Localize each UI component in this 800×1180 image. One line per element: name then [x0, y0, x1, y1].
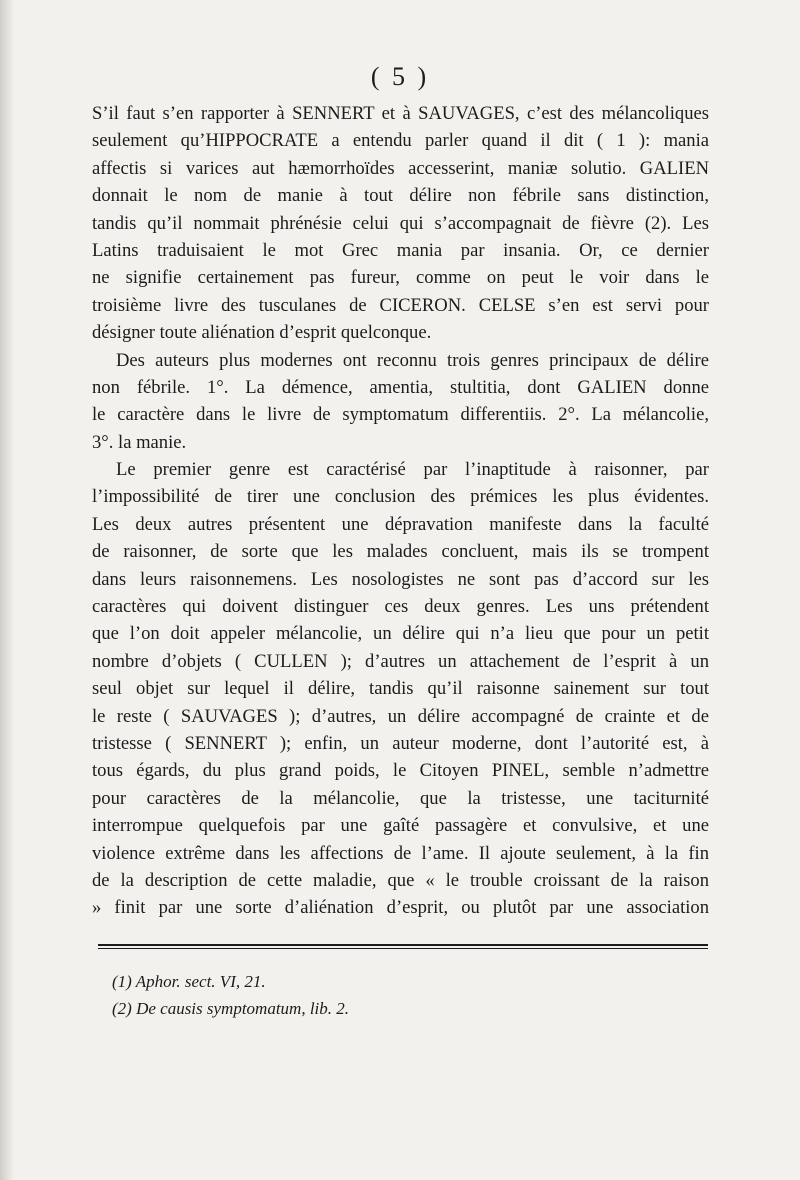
text-line: tandis qu’il nommait phrénésie celui qui s’accompagnait de fièvre (2). Les: [92, 212, 709, 234]
text-line: nombre d’objets ( CULLEN ); d’autres un attachement de l’esprit à un: [92, 650, 709, 672]
text-line: le reste ( SAUVAGES ); d’autres, un délire accompagné de crainte et de: [92, 705, 709, 727]
footnote: (1) Aphor. sect. VI, 21.: [112, 972, 266, 991]
text-line: interrompue quelquefois par une gaîté passagère et convulsive, et une: [92, 815, 709, 837]
page-edge-shadow: [0, 0, 14, 1180]
text-line: dans leurs raisonnemens. Les nosologistes ne sont pas d’accord sur les: [92, 568, 709, 590]
text-line: pour caractères de la mélancolie, que la tristesse, une taciturnité: [92, 787, 709, 809]
text-line: de la description de cette maladie, que « le trouble croissant de la raison: [92, 869, 709, 891]
footnotes: [112, 968, 672, 1022]
text-line: Latins traduisaient le mot Grec mania par insania. Or, ce dernier: [92, 239, 709, 261]
page-number: ( 5 ): [370, 62, 430, 91]
text-line: Des auteurs plus modernes ont reconnu trois genres principaux de délire: [116, 349, 709, 371]
text-line: ne signifie certainement pas fureur, comme on peut le voir dans le: [92, 267, 709, 289]
text-line: l’impossibilité de tirer une conclusion des prémices les plus évidentes.: [92, 486, 709, 508]
text-line: Le premier genre est caractérisé par l’inaptitude à raisonner, par: [116, 459, 709, 481]
text-line: seul objet sur lequel il délire, tandis qu’il raisonne sainement sur tout: [92, 678, 709, 700]
footnote-separator-rule: [98, 944, 708, 946]
body-text: [92, 100, 709, 922]
text-line: le caractère dans le livre de symptomatum differentiis. 2°. La mélancolie,: [92, 404, 709, 426]
text-line: S’il faut s’en rapporter à SENNERT et à SAUVAGES, c’est des mélancoliques: [92, 103, 709, 124]
footnote: (2) De causis symptomatum, lib. 2.: [112, 999, 350, 1018]
text-line: désigner toute aliénation d’esprit quelconque.: [92, 322, 432, 344]
text-line: non fébrile. 1°. La démence, amentia, stultitia, dont GALIEN donne: [92, 376, 709, 398]
text-line: de raisonner, de sorte que les malades concluent, mais ils se trompent: [92, 541, 709, 563]
text-line: seulement qu’HIPPOCRATE a entendu parler quand il dit ( 1 ): mania: [92, 130, 709, 152]
text-line: tous égards, du plus grand poids, le Citoyen PINEL, semble n’admettre: [92, 760, 709, 782]
text-line: que l’on doit appeler mélancolie, un délire qui n’a lieu que pour un petit: [92, 623, 709, 645]
text-line: affectis si varices aut hæmorrhoïdes accesserint, maniæ solutio. GALIEN: [92, 157, 709, 179]
text-line: caractères qui doivent distinguer ces deux genres. Les uns prétendent: [92, 596, 709, 618]
text-line: troisième livre des tusculanes de CICERON. CELSE s’en est servi pour: [92, 294, 709, 316]
text-line: donnait le nom de manie à tout délire non fébrile sans distinction,: [92, 185, 709, 207]
text-line: tristesse ( SENNERT ); enfin, un auteur moderne, dont l’autorité est, à: [92, 732, 709, 754]
text-line: violence extrême dans les affections de l’ame. Il ajoute seulement, à la fin: [92, 842, 709, 864]
text-line: Les deux autres présentent une dépravation manifeste dans la faculté: [92, 513, 709, 535]
text-line: » finit par une sorte d’aliénation d’esprit, ou plutôt par une association: [92, 897, 709, 919]
text-line: 3°. la manie.: [92, 431, 187, 453]
